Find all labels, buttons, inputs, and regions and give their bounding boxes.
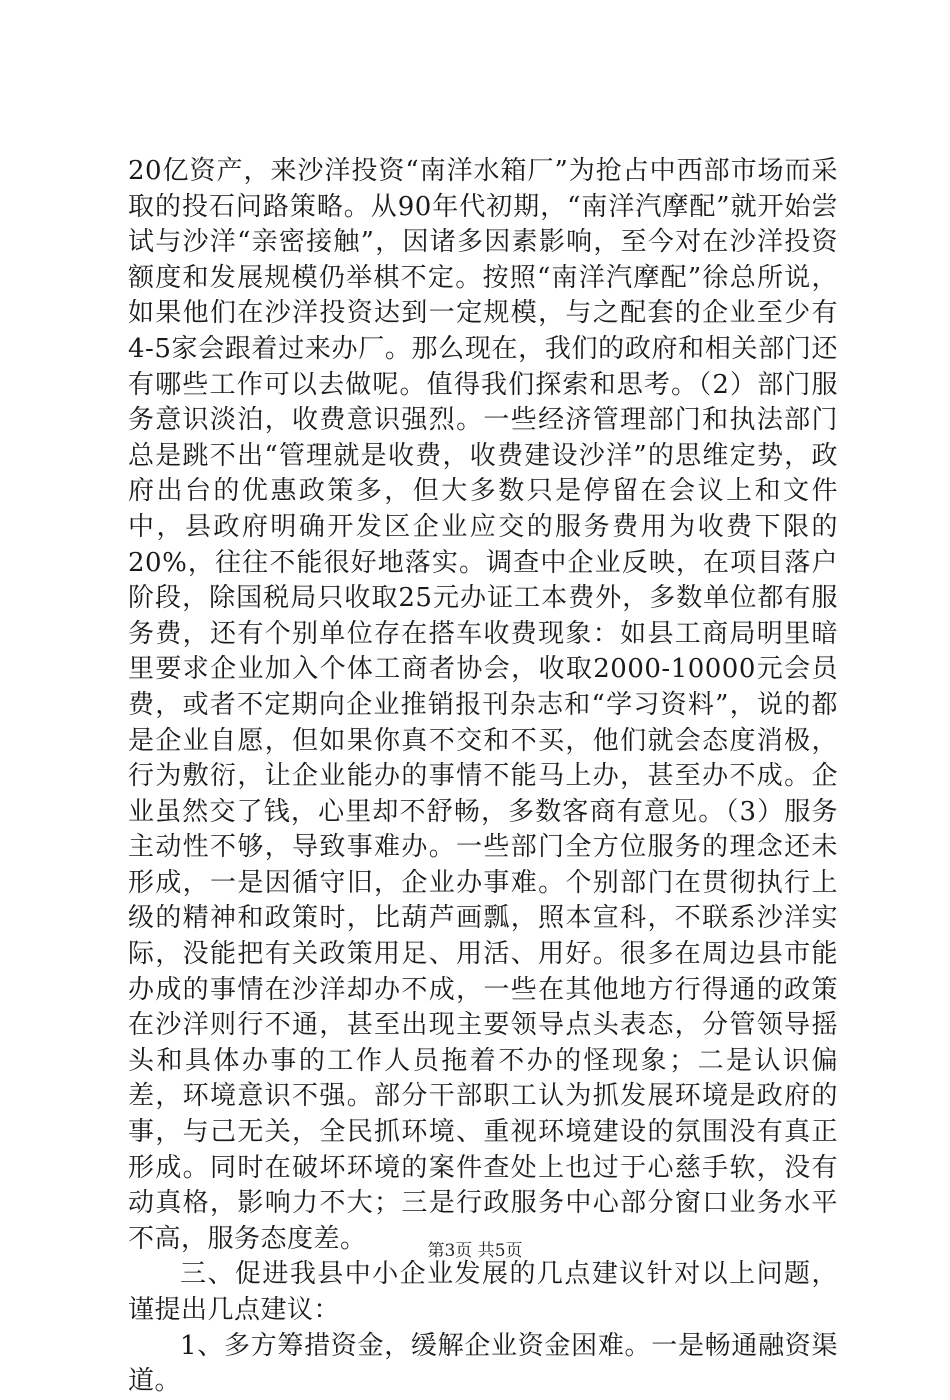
paragraph-suggestion-1: 1、多方筹措资金，缓解企业资金困难。一是畅通融资渠道。 — [128, 1330, 838, 1397]
paragraph-section-heading: 三、促进我县中小企业发展的几点建议针对以上问题，谨提出几点建议： — [128, 1259, 838, 1325]
page-footer: 第3页 共5页 — [427, 1241, 523, 1261]
paragraph-continuation: 20亿资产，来沙洋投资“南洋水箱厂”为抢占中西部市场而采取的投石问路策略。从90年代初期，“南洋汽摩配”就开始尝试与沙洋“亲密接触”，因诸多因素影响，至今对在沙洋投资额度和发展规模仍举棋不定。按照“南洋汽摩配”徐总所说，如果他们在沙洋投资达到一定规模，与之配套的企业至少有4-5家会跟着过来办厂。那么现在，我们的政府和相关部门还有哪些工作可以去做呢。值得我们探索和思考。（2）部门服务意识淡泊，收费意识强烈。一些经济管理部门和执法部门总是跳不出“管理就是收费，收费建设沙洋”的思维定势，政府出台的优惠政策多，但大多数只是停留在会议上和文件中，县政府明确开发区企业应交的服务费用为收费下限的20%，往往不能很好地落实。调查中企业反映，在项目落户阶段，除国税局只收取25元办证工本费外，多数单位都有服务费，还有个别单位存在搭车收费现象：如县工商局明里暗里要求企业加入个体工商者协会，收取2000-10000元会员费，或者不定期向企业推销报刊杂志和“学习资料”，说的都是企业自愿，但如果你真不交和不买，他们就会态度消极，行为敷衍，让企业能办的事情不能马上办，甚至办不成。企业虽然交了钱，心里却不舒畅，多数客商有意见。（3）服务主动性不够，导致事难办。一些部门全方位服务的理念还未形成，一是因循守旧，企业办事难。个别部门在贯彻执行上级的精神和政策时，比葫芦画瓢，照本宣科，不联系沙洋实际，没能把有关政策用足、用活、用好。很多在周边县市能办成的事情在沙洋却办不成，一些在其他地方行得通的政策在沙洋则行不通，甚至出现主要领导点头表态，分管领导摇头和具体办事的工作人员拖着不办的怪现象；二是认识偏差，环境意识不强。部分干部职工认为抓发展环境是政府的事，与己无关，全民抓环境、重视环境建设的氛围没有真正形成。同时在破坏环境的案件查处上也过于心慈手软，没有动真格，影响力不大；三是行政服务中心部分窗口业务水平不高，服务态度差。 — [128, 156, 838, 1254]
document-body — [128, 154, 838, 1400]
